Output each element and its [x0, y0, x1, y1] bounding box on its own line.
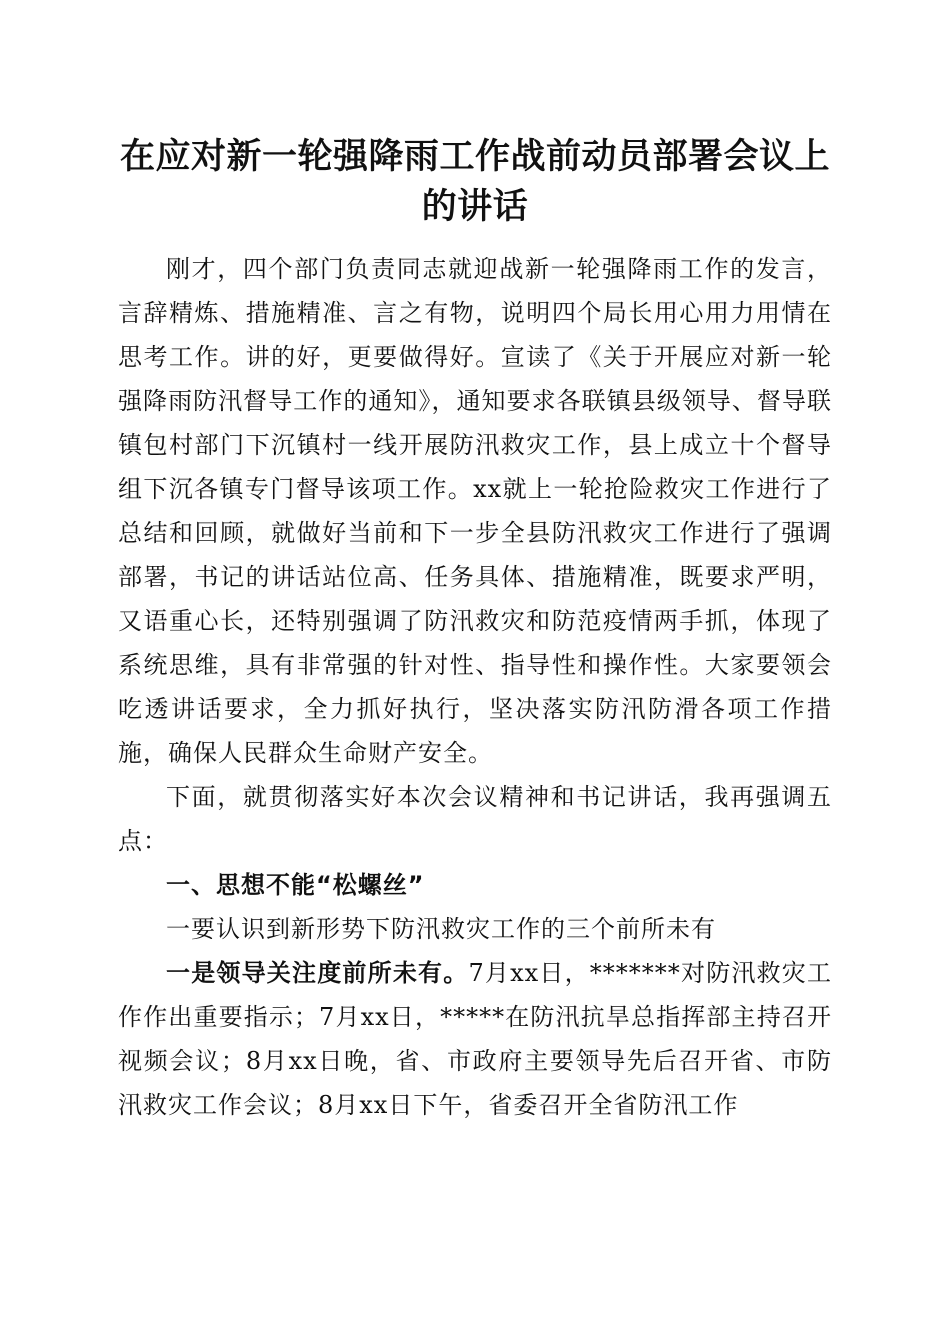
document-title: [110, 132, 840, 232]
title-line-2: 的讲话: [421, 186, 529, 227]
paragraph-opening: 刚才，四个部门负责同志就迎战新一轮强降雨工作的发言，言辞精炼、措施精准、言之有物，说明四个局长用心用力用情在思考工作。讲的好，更要做得好。宣读了《关于开展应对新一轮强降雨防汛督导工作的通知》，通知要求各联镇县级领导、督导联镇包村部门下沉镇村一线开展防汛救灾工作，县上成立十个督导组下沉各镇专门督导该项工作。xx就上一轮抢险救灾工作进行了总结和回顾，就做好当前和下一步全县防汛救灾工作进行了强调部署，书记的讲话站位高、任务具体、措施精准，既要求严明，又语重心长，还特别强调了防汛救灾和防范疫情两手抓，体现了系统思维，具有非常强的针对性、指导性和操作性。大家要领会吃透讲话要求，全力抓好执行，坚决落实防汛防滑各项工作措施，确保人民群众生命财产安全。: [118, 255, 832, 767]
paragraph-point-1: [118, 951, 832, 1127]
paragraph-subpoint: 一要认识到新形势下防汛救灾工作的三个前所未有: [166, 915, 716, 943]
paragraph-transition: 下面，就贯彻落实好本次会议精神和书记讲话，我再强调五点：: [118, 783, 832, 855]
point-1-lead: 一是领导关注度前所未有。: [166, 958, 469, 987]
title-line-1: 在应对新一轮强降雨工作战前动员部署会议上: [119, 136, 830, 177]
point-1-text: 7月xx日，*******对防汛救灾工作作出重要指示；7月xx日，*****在防汛抗旱总指挥部主持召开视频会议；8月xx日晚，省、市政府主要领导先后召开省、市防汛救灾工作会议；8月xx日下午，省委召开全省防汛工作: [118, 959, 833, 1119]
section-heading-1: 一、思想不能“松螺丝”: [166, 871, 425, 899]
document-body: [118, 247, 832, 1127]
